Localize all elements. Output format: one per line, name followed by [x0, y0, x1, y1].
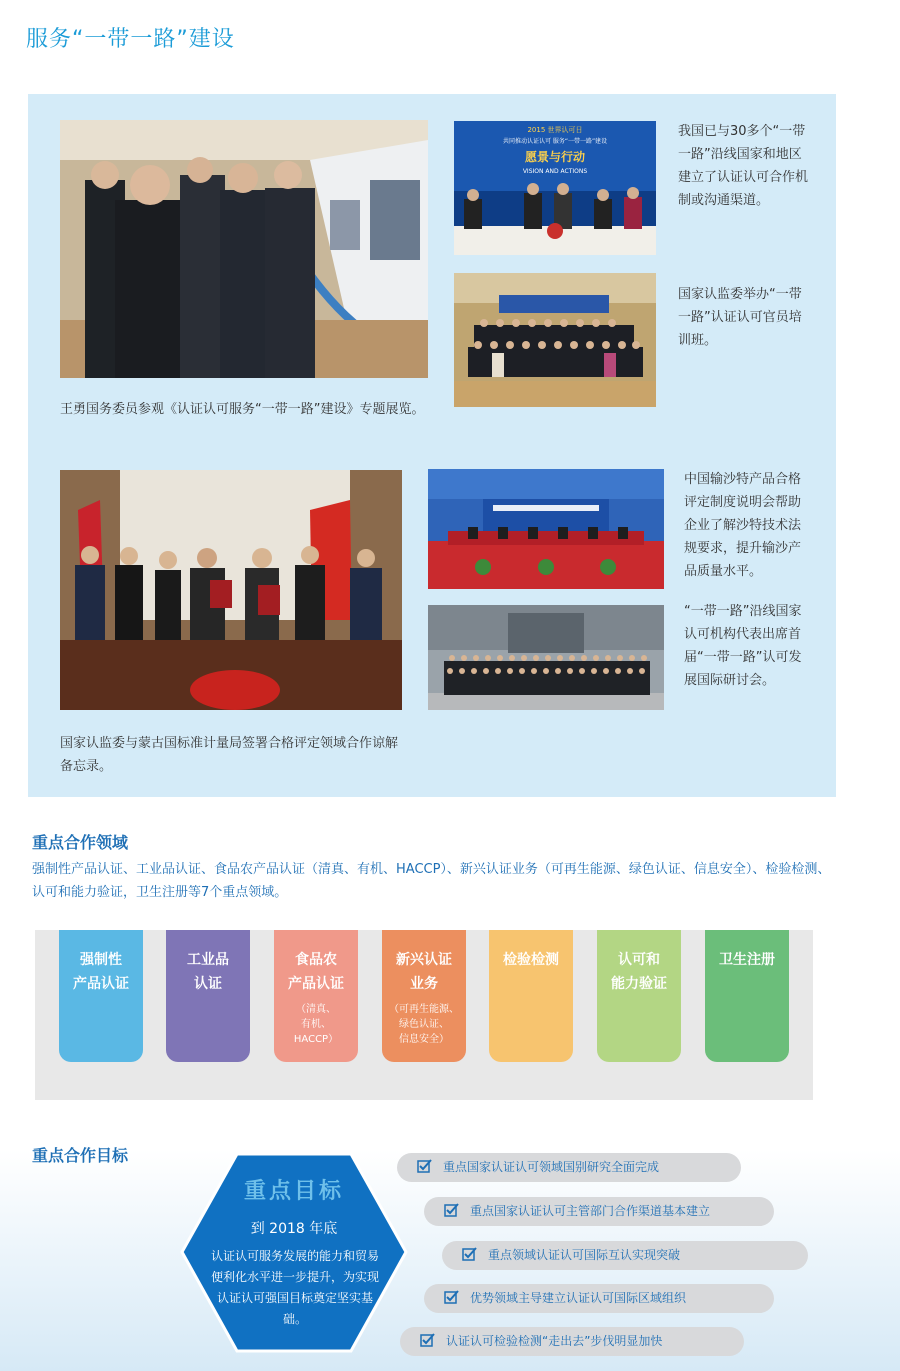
area-card-health [705, 930, 789, 1062]
area-card-label: 工业品 认证 [187, 952, 229, 992]
page-title: 服务“一带一路”建设 [26, 27, 235, 52]
goal-item [400, 1327, 744, 1356]
area-card-accreditation [597, 930, 681, 1062]
checkbox-icon [444, 1202, 460, 1218]
area-card-label: 卫生注册 [719, 952, 775, 968]
hex-title: 重点目标 [243, 1179, 344, 1204]
area-card-label: 认可和 能力验证 [611, 952, 667, 992]
checkbox-icon [444, 1289, 460, 1305]
goal-item [424, 1197, 774, 1226]
goal-item [442, 1241, 808, 1270]
area-card-ccc [59, 930, 143, 1062]
caption-mongolia-signing: 国家认监委与蒙古国标准计量局签署合格评定领域合作谅解备忘录。 [60, 736, 399, 774]
hex-body: 认证认可服务发展的能力和贸易便利化水平进一步提升，为实现认证认可强国目标奠定坚实基础。 [210, 1249, 379, 1326]
goal-item-text: 重点领域认证认可国际互认实现突破 [488, 1248, 681, 1262]
area-card-label: 食品农 产品认证 [288, 952, 344, 992]
svg-text:愿景与行动: 愿景与行动 [524, 150, 586, 164]
area-card-label: 新兴认证 业务 [396, 952, 452, 992]
area-card-emerging [382, 930, 466, 1062]
goal-item [397, 1153, 741, 1182]
goal-item-text: 优势领域主导建立认证认可国际区域组织 [470, 1291, 687, 1305]
svg-text:2015 世界认可日: 2015 世界认可日 [527, 126, 583, 134]
area-card-testing [489, 930, 573, 1062]
photo-exhibition-visit [60, 120, 428, 378]
photo-training-group [454, 273, 656, 407]
areas-cards [35, 930, 813, 1100]
areas-heading: 重点合作领域 [32, 833, 129, 852]
svg-text:VISION AND ACTIONS: VISION AND ACTIONS [522, 168, 588, 175]
caption-signing-banner: 我国已与30多个“一带一路”沿线国家和地区建立了认证认可合作机制或沟通渠道。 [678, 124, 809, 208]
goals-heading: 重点合作目标 [32, 1146, 129, 1165]
goal-item-text: 认证认可检验检测“走出去”步伐明显加快 [446, 1334, 663, 1348]
checkbox-icon [420, 1332, 436, 1348]
area-card-sub: （可再生能源、 绿色认证、 信息安全） [389, 1004, 459, 1045]
checkbox-icon [417, 1158, 433, 1174]
svg-text:共同推动认证认可 服务“一带一路”建设: 共同推动认证认可 服务“一带一路”建设 [502, 138, 608, 145]
area-card-food [274, 930, 358, 1062]
photo-saudi-briefing [428, 469, 664, 589]
area-card-label: 检验检测 [503, 952, 559, 968]
goal-item-text: 重点国家认证认可主管部门合作渠道基本建立 [470, 1204, 711, 1218]
caption-exhibition-visit: 王勇国务委员参观《认证认可服务“一带一路”建设》专题展览。 [60, 402, 425, 417]
checkbox-icon [462, 1246, 478, 1262]
area-card-sub: （清真、 有机、 HACCP） [293, 1004, 339, 1045]
area-card-industrial [166, 930, 250, 1062]
goal-item [424, 1284, 774, 1313]
goal-item-text: 重点国家认证认可领域国别研究全面完成 [443, 1160, 660, 1174]
areas-text: 强制性产品认证、工业品认证、食品农产品认证（清真、有机、HACCP）、新兴认证业务（可再生能源、绿色认证、信息安全）、检验检测、认可和能力验证，卫生注册等7个重点领域。 [32, 862, 831, 900]
photo-mongolia-signing [60, 470, 402, 710]
caption-conference-group: “一带一路”沿线国家认可机构代表出席首届“一带一路”认可发展国际研讨会。 [684, 604, 802, 688]
caption-training-group: 国家认监委举办“一带一路”认证认可官员培训班。 [678, 287, 802, 348]
hex-subtitle: 到 2018 年底 [250, 1221, 338, 1237]
area-card-label: 强制性 产品认证 [73, 952, 129, 992]
caption-saudi-briefing: 中国输沙特产品合格评定制度说明会帮助企业了解沙特技术法规要求，提升输沙产品质量水平。 [684, 472, 802, 579]
photo-signing-banner [454, 121, 656, 255]
photo-conference-group [428, 605, 664, 710]
